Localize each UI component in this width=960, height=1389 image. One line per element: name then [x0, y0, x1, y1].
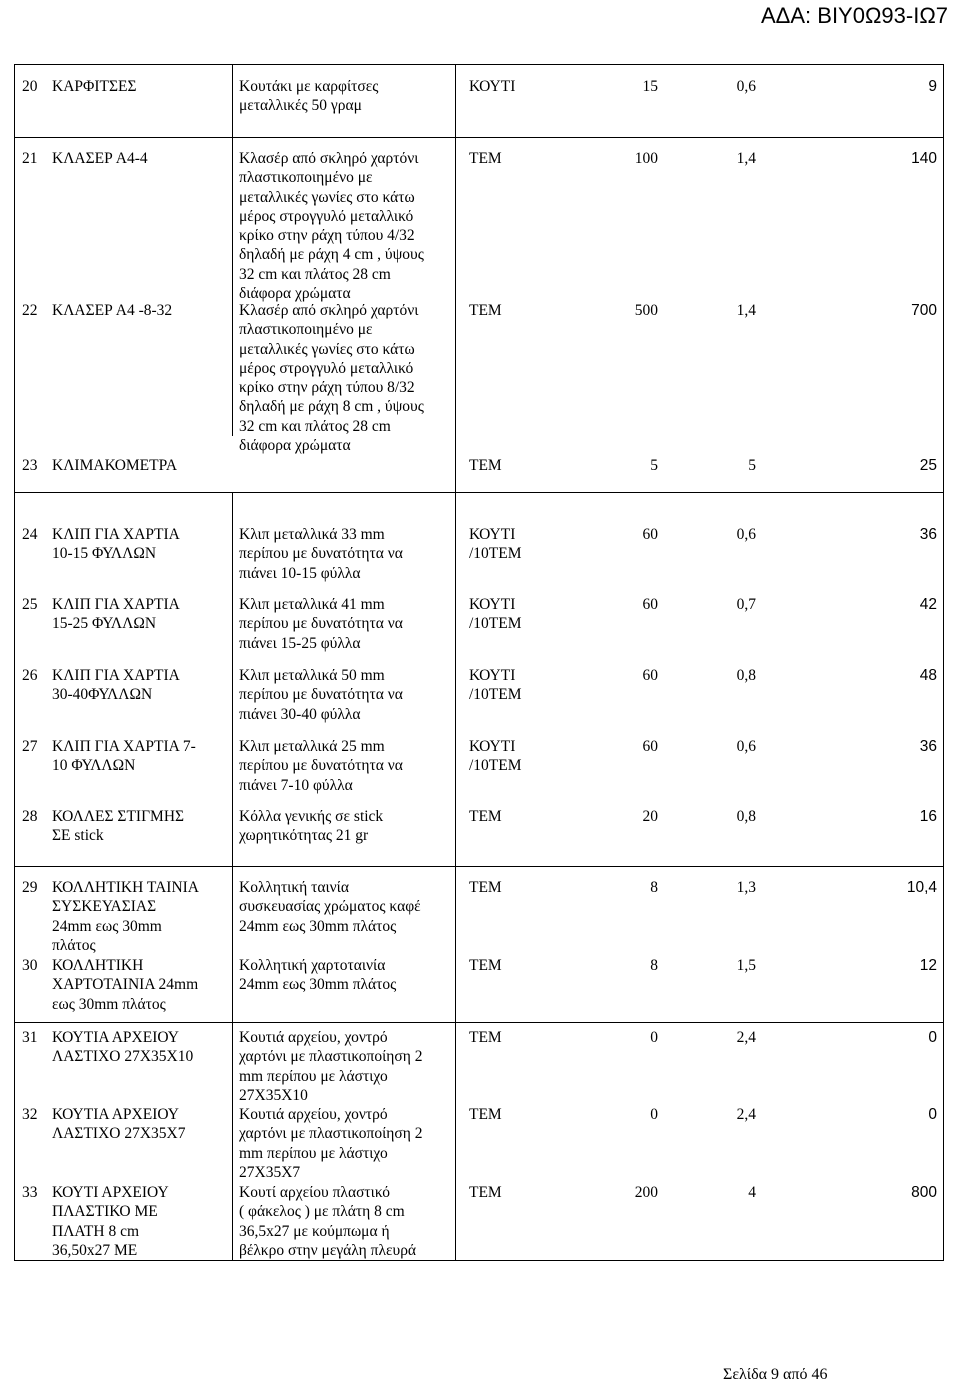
page-number: Σελίδα 9 από 46	[723, 1366, 828, 1383]
item-name	[52, 301, 232, 320]
cell-line: ΤΕΜ	[469, 1184, 502, 1201]
cell-line: μεταλλικές γωνίες στο κάτω	[239, 188, 415, 206]
item-unit	[469, 807, 564, 826]
cell-line: ΣΕ stick	[52, 827, 104, 845]
table-rule	[232, 492, 233, 1261]
cell-line: mm περίπου με λάστιχο	[239, 1067, 388, 1085]
item-unit	[469, 77, 564, 96]
cell-line: /10ΤΕΜ	[469, 545, 522, 563]
item-name	[52, 1183, 232, 1260]
cell-line: 10-15 ΦΥΛΛΩΝ	[52, 545, 157, 563]
item-total: 800	[911, 1184, 937, 1201]
table-rule	[232, 64, 233, 436]
item-name	[52, 737, 232, 776]
item-number: 22	[22, 302, 38, 319]
item-unit	[469, 149, 564, 168]
item-name	[52, 77, 232, 96]
cell-line: 27Χ35Χ10	[239, 1086, 308, 1104]
cell-line: ΣΥΣΚΕΥΑΣΙΑΣ	[52, 898, 157, 916]
item-number: 27	[22, 738, 38, 755]
cell-line: ΚΟΥΤΙ	[469, 738, 516, 755]
item-name	[52, 666, 232, 705]
cell-line: πλάτος	[52, 936, 96, 954]
cell-line: ΚΑΡΦΙΤΣΕΣ	[52, 78, 137, 95]
item-description	[239, 1105, 464, 1182]
item-name	[52, 595, 232, 634]
cell-line: πιάνει 30-40 φύλλα	[239, 705, 361, 723]
cell-line: ΛΑΣΤΙΧΟ 27Χ35Χ7	[52, 1125, 186, 1143]
item-unit	[469, 1028, 564, 1047]
item-description	[239, 1183, 464, 1260]
cell-line: δηλαδή με ράχη 4 cm , ύψους	[239, 246, 424, 264]
item-number: 25	[22, 596, 38, 613]
item-price: 5	[748, 457, 756, 474]
item-description	[239, 77, 464, 116]
item-description	[239, 737, 464, 795]
cell-line: ΚΟΛΛΗΤΙΚΗ	[52, 957, 144, 974]
item-unit	[469, 1105, 564, 1124]
item-quantity: 15	[642, 78, 658, 95]
cell-line: Κλιπ μεταλλικά 25 mm	[239, 738, 385, 755]
cell-line: πιάνει 7-10 φύλλα	[239, 776, 353, 794]
item-unit	[469, 666, 564, 705]
cell-line: εως 30mm πλάτος	[52, 995, 166, 1013]
cell-line: περίπου με δυνατότητα να	[239, 545, 403, 563]
item-total: 9	[928, 78, 937, 95]
table-rule	[14, 866, 944, 867]
table-rule	[14, 1022, 944, 1023]
item-quantity: 0	[650, 1106, 658, 1123]
item-unit	[469, 878, 564, 897]
item-name	[52, 956, 232, 1014]
item-quantity: 60	[642, 526, 658, 543]
item-number: 31	[22, 1029, 38, 1046]
cell-line: ΤΕΜ	[469, 1029, 502, 1046]
cell-line: ΤΕΜ	[469, 150, 502, 167]
cell-line: ΚΟΥΤΙ	[469, 526, 516, 543]
cell-line: χωρητικότητας 21 gr	[239, 827, 369, 845]
cell-line: Κολλητική χαρτοταινία	[239, 957, 386, 974]
item-total: 140	[911, 150, 937, 167]
table-rule	[943, 64, 944, 1261]
item-total: 0	[928, 1106, 937, 1123]
cell-line: ΤΕΜ	[469, 1106, 502, 1123]
cell-line: ΧΑΡΤΟΤΑΙΝΙΑ 24mm	[52, 976, 199, 994]
item-unit	[469, 525, 564, 564]
cell-line: ΚΛΙΠ ΓΙΑ ΧΑΡΤΙΑ	[52, 526, 180, 543]
item-description	[239, 807, 464, 846]
cell-line: ΚΟΥΤΙ	[469, 596, 516, 613]
item-unit	[469, 737, 564, 776]
cell-line: περίπου με δυνατότητα να	[239, 757, 403, 775]
cell-line: μέρος στρογγυλό μεταλλικό	[239, 207, 414, 225]
cell-line: Κουτί αρχείου πλαστικό	[239, 1184, 391, 1201]
cell-line: ( φάκελος ) με πλάτη 8 cm	[239, 1203, 405, 1221]
cell-line: περίπου με δυνατότητα να	[239, 615, 403, 633]
cell-line: ΚΛΑΣΕΡ Α4 -8-32	[52, 302, 173, 319]
item-price: 1,4	[736, 150, 756, 167]
item-quantity: 8	[650, 879, 658, 896]
item-total: 16	[919, 808, 937, 825]
item-price: 2,4	[736, 1106, 756, 1123]
cell-line: ΚΛΑΣΕΡ Α4-4	[52, 150, 148, 167]
items-table	[14, 64, 944, 1261]
item-name	[52, 456, 232, 475]
item-number: 20	[22, 78, 38, 95]
cell-line: 32 cm και πλάτος 28 cm	[239, 417, 391, 435]
ada-code: ΑΔΑ: ΒΙΥ0Ω93-ΙΩ7	[761, 3, 948, 28]
table-rule	[14, 137, 944, 138]
cell-line: 15-25 ΦΥΛΛΩΝ	[52, 615, 157, 633]
item-quantity: 20	[642, 808, 658, 825]
table-rule	[14, 64, 944, 65]
item-description	[239, 666, 464, 724]
cell-line: βέλκρο στην μεγάλη πλευρά	[239, 1241, 417, 1259]
table-rule	[14, 492, 944, 493]
cell-line: Κουτάκι με καρφίτσες	[239, 78, 379, 95]
item-price: 0,8	[736, 667, 756, 684]
item-price: 0,6	[736, 78, 756, 95]
item-description	[239, 595, 464, 653]
item-description	[239, 1028, 464, 1105]
cell-line: ΚΛΙΠ ΓΙΑ ΧΑΡΤΙΑ	[52, 667, 180, 684]
cell-line: ΚΟΥΤΙ	[469, 667, 516, 684]
cell-line: Κουτιά αρχείου, χοντρό	[239, 1106, 388, 1123]
table-rule	[14, 64, 15, 1261]
item-total: 36	[919, 738, 937, 755]
item-description	[239, 149, 464, 303]
cell-line: ΤΕΜ	[469, 302, 502, 319]
cell-line: ΚΟΥΤΙΑ ΑΡΧΕΙΟΥ	[52, 1029, 179, 1046]
item-quantity: 100	[634, 150, 658, 167]
cell-line: /10ΤΕΜ	[469, 615, 522, 633]
item-number: 33	[22, 1184, 38, 1201]
cell-line: ΚΛΙΠ ΓΙΑ ΧΑΡΤΙΑ	[52, 596, 180, 613]
item-quantity: 8	[650, 957, 658, 974]
cell-line: περίπου με δυνατότητα να	[239, 686, 403, 704]
item-price: 0,6	[736, 738, 756, 755]
item-total: 10,4	[906, 879, 937, 896]
cell-line: Κλασέρ από σκληρό χαρτόνι	[239, 302, 419, 319]
cell-line: 10 ΦΥΛΛΩΝ	[52, 757, 136, 775]
cell-line: κρίκο στην ράχη τύπου 4/32	[239, 227, 415, 245]
item-name	[52, 807, 232, 846]
item-price: 0,6	[736, 526, 756, 543]
item-price: 4	[748, 1184, 756, 1201]
cell-line: ΤΕΜ	[469, 457, 502, 474]
item-price: 1,3	[736, 879, 756, 896]
cell-line: 32 cm και πλάτος 28 cm	[239, 265, 391, 283]
item-number: 21	[22, 150, 38, 167]
item-price: 2,4	[736, 1029, 756, 1046]
cell-line: Κολλητική ταινία	[239, 879, 349, 896]
cell-line: /10ΤΕΜ	[469, 686, 522, 704]
cell-line: ΚΟΛΛΕΣ ΣΤΙΓΜΗΣ	[52, 808, 185, 825]
cell-line: Κλιπ μεταλλικά 41 mm	[239, 596, 385, 613]
item-total: 700	[911, 302, 937, 319]
item-description	[239, 525, 464, 583]
cell-line: 36,50x27 ΜΕ	[52, 1241, 138, 1259]
cell-line: ΠΛΑΤΗ 8 cm	[52, 1222, 140, 1240]
item-number: 26	[22, 667, 38, 684]
item-quantity: 200	[634, 1184, 658, 1201]
cell-line: χαρτόνι με πλαστικοποίηση 2	[239, 1048, 423, 1066]
cell-line: Κουτιά αρχείου, χοντρό	[239, 1029, 388, 1046]
cell-line: διάφορα χρώματα	[239, 285, 351, 303]
cell-line: Κλιπ μεταλλικά 33 mm	[239, 526, 385, 543]
item-number: 29	[22, 879, 38, 896]
cell-line: μεταλλικές 50 γραμ	[239, 97, 362, 115]
cell-line: mm περίπου με λάστιχο	[239, 1144, 388, 1162]
item-price: 1,5	[736, 957, 756, 974]
item-quantity: 60	[642, 667, 658, 684]
cell-line: 30-40ΦΥΛΛΩΝ	[52, 686, 153, 704]
item-number: 28	[22, 808, 38, 825]
item-unit	[469, 456, 564, 475]
cell-line: ΚΛΙΜΑΚΟΜΕΤΡΑ	[52, 457, 178, 474]
item-total: 48	[919, 667, 937, 684]
item-name	[52, 149, 232, 168]
cell-line: κρίκο στην ράχη τύπου 8/32	[239, 379, 415, 397]
cell-line: ΤΕΜ	[469, 879, 502, 896]
cell-line: πιάνει 15-25 φύλλα	[239, 634, 361, 652]
item-name	[52, 1105, 232, 1144]
cell-line: μέρος στρογγυλό μεταλλικό	[239, 359, 414, 377]
item-price: 1,4	[736, 302, 756, 319]
cell-line: πλαστικοποιημένο με	[239, 169, 373, 187]
item-number: 32	[22, 1106, 38, 1123]
cell-line: ΤΕΜ	[469, 808, 502, 825]
item-unit	[469, 595, 564, 634]
item-total: 42	[919, 596, 937, 613]
item-description	[239, 301, 464, 455]
item-description	[239, 878, 464, 936]
cell-line: 27Χ35Χ7	[239, 1163, 301, 1181]
item-quantity: 0	[650, 1029, 658, 1046]
item-name	[52, 878, 232, 955]
cell-line: δηλαδή με ράχη 8 cm , ύψους	[239, 398, 424, 416]
cell-line: Κλασέρ από σκληρό χαρτόνι	[239, 150, 419, 167]
cell-line: 36,5x27 με κούμπωμα ή	[239, 1222, 390, 1240]
cell-line: ΚΟΛΛΗΤΙΚΗ ΤΑΙΝΙΑ	[52, 879, 199, 896]
cell-line: 24mm εως 30mm πλάτος	[239, 917, 397, 935]
item-unit	[469, 301, 564, 320]
item-unit	[469, 956, 564, 975]
cell-line: ΚΟΥΤΙ ΑΡΧΕΙΟΥ	[52, 1184, 169, 1201]
item-number: 30	[22, 957, 38, 974]
cell-line: διάφορα χρώματα	[239, 437, 351, 455]
cell-line: ΤΕΜ	[469, 957, 502, 974]
item-total: 12	[919, 957, 937, 974]
item-total: 0	[928, 1029, 937, 1046]
item-name	[52, 525, 232, 564]
item-price: 0,8	[736, 808, 756, 825]
cell-line: ΚΟΥΤΙ	[469, 78, 516, 95]
cell-line: Κόλλα γενικής σε stick	[239, 808, 384, 825]
cell-line: Κλιπ μεταλλικά 50 mm	[239, 667, 385, 684]
cell-line: 24mm εως 30mm	[52, 917, 162, 935]
cell-line: ΛΑΣΤΙΧΟ 27Χ35Χ10	[52, 1048, 194, 1066]
item-unit	[469, 1183, 564, 1202]
cell-line: ΠΛΑΣΤΙΚΟ ΜΕ	[52, 1203, 158, 1221]
item-quantity: 60	[642, 738, 658, 755]
cell-line: μεταλλικές γωνίες στο κάτω	[239, 340, 415, 358]
item-total: 25	[919, 457, 937, 474]
cell-line: χαρτόνι με πλαστικοποίηση 2	[239, 1125, 423, 1143]
item-total: 36	[919, 526, 937, 543]
cell-line: συσκευασίας χρώματος καφέ	[239, 898, 421, 916]
item-description	[239, 956, 464, 995]
item-number: 24	[22, 526, 38, 543]
item-name	[52, 1028, 232, 1067]
item-quantity: 60	[642, 596, 658, 613]
cell-line: πιάνει 10-15 φύλλα	[239, 564, 361, 582]
item-number: 23	[22, 457, 38, 474]
cell-line: πλαστικοποιημένο με	[239, 321, 373, 339]
item-price: 0,7	[736, 596, 756, 613]
item-quantity: 500	[634, 302, 658, 319]
cell-line: 24mm εως 30mm πλάτος	[239, 976, 397, 994]
item-quantity: 5	[650, 457, 658, 474]
cell-line: /10ΤΕΜ	[469, 757, 522, 775]
cell-line: ΚΟΥΤΙΑ ΑΡΧΕΙΟΥ	[52, 1106, 179, 1123]
cell-line: ΚΛΙΠ ΓΙΑ ΧΑΡΤΙΑ 7-	[52, 738, 196, 755]
